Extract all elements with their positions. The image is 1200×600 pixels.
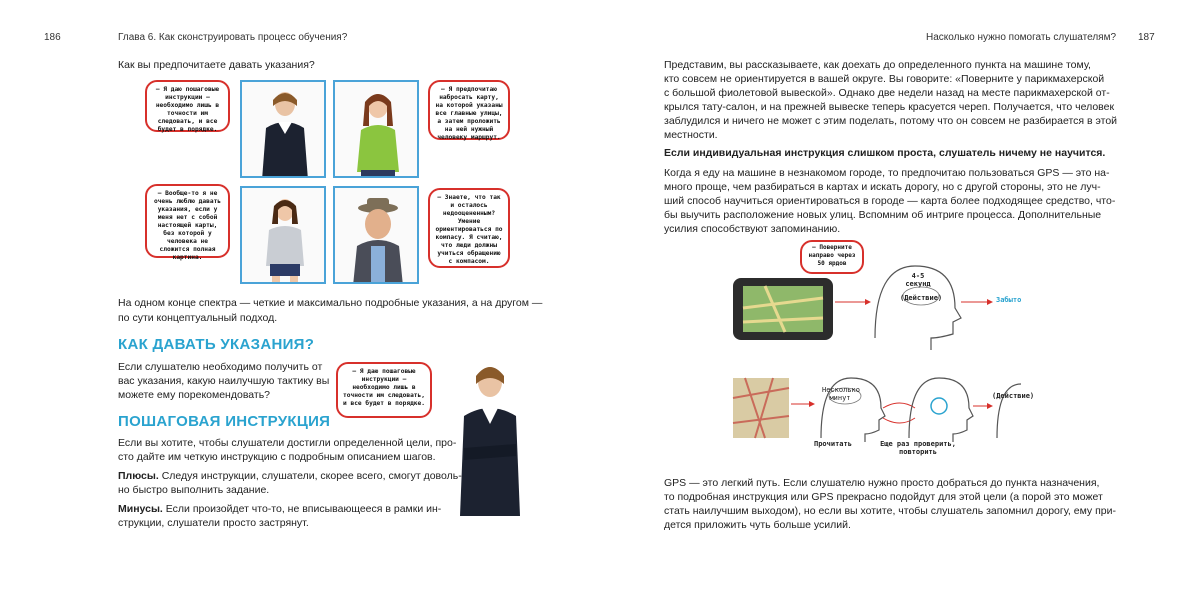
section-text-3: можете ему порекомендовать? xyxy=(118,389,271,401)
page-number-left: 186 xyxy=(44,32,61,43)
pros-text: Следуя инструкции, слушатели, скорее всего, смогут доволь- xyxy=(158,470,462,482)
head-outline-icon xyxy=(909,378,973,442)
bubble-step-by-step: — Я даю пошаговые инструкции — необходимо лишь в точности им следовать, и все будет в порядке. xyxy=(145,80,230,132)
person-illustration xyxy=(242,82,326,178)
right-page xyxy=(600,0,1200,600)
para3-line-1: GPS — это легкий путь. Если слушателю нужно просто добраться до пункта назначения, xyxy=(664,477,1100,489)
label-forgot: Забыто xyxy=(996,296,1022,304)
photo-man-compass xyxy=(333,186,419,284)
para1-line-6: местности. xyxy=(664,129,718,141)
pros-label: Плюсы. xyxy=(118,470,159,482)
label-action-2: (Действие) xyxy=(992,392,1035,400)
pros-line-2: но быстро выполнить задание. xyxy=(118,484,270,496)
cons-text: Если произойдет что-то, не вписывающееся в рамки ин- xyxy=(162,503,442,515)
section-text-1: Если слушателю необходимо получить от xyxy=(118,361,323,373)
bubble-compass: — Знаете, что так и осталось недооцененным? Умение ориентироваться по компасу. Я считаю, что люди должны учиться обращению с компасом. xyxy=(428,188,510,268)
para2-line-5: усилия способствуют запоминанию. xyxy=(664,223,841,235)
bubble-real-map: — Вообще-то я не очень люблю давать указания, если у меня нет с собой настоящей карты, без которой у человека не сложится полная картина. xyxy=(145,184,230,258)
bubble-gps-instruction: — Поверните направо через 50 ярдов xyxy=(800,240,864,274)
para3-line-4: дется приложить чуть больше усилий. xyxy=(664,519,851,531)
pros-line-1 xyxy=(118,469,462,484)
para1-line-4: крылся тату-салон, и на прежней вывеске теперь красуется череп. Получается, что человек xyxy=(664,101,1115,113)
subsection-title: ПОШАГОВАЯ ИНСТРУКЦИЯ xyxy=(118,413,331,430)
label-few-minutes: Несколько минут xyxy=(822,386,860,402)
para2-line-4: бы выучить расположение новых улиц. Вспомним об интриге процесса. Дополнительные xyxy=(664,209,1102,221)
para2-line-2: много проще, чем разбираться в картах и искать дорогу, но с другой стороны, это не луч- xyxy=(664,181,1101,193)
bold-statement: Если индивидуальная инструкция слишком проста, слушатель ничему не научится. xyxy=(664,147,1106,159)
label-read: Прочитать xyxy=(814,440,852,448)
para2-line-3: ший способ научиться ориентироваться в городе — карта более подходящее средство, что- xyxy=(664,195,1116,207)
person-illustration xyxy=(335,82,419,178)
person-illustration xyxy=(242,188,326,284)
cons-line-2: струкции, слушатели просто застрянут. xyxy=(118,517,309,529)
label-time-seconds: 4-5 секунд xyxy=(905,272,931,288)
spectrum-line-1: На одном конце спектра — четкие и максимально подробные указания, а на другом — xyxy=(118,297,543,309)
section-text-2: вас указания, какую наилучшую тактику вы xyxy=(118,375,330,387)
photo-woman-instructions xyxy=(240,80,326,178)
running-head-right: Насколько нужно помогать слушателям? xyxy=(926,32,1117,43)
subsection-text-1: Если вы хотите, чтобы слушатели достигли определенной цели, про- xyxy=(118,437,457,449)
running-head-left: Глава 6. Как сконструировать процесс обучения? xyxy=(118,32,348,43)
bubble-section-instructions: — Я даю пошаговые инструкции — необходимо лишь в точности им следовать, и все будет в порядке. xyxy=(336,362,432,418)
para1-line-1: Представим, вы рассказываете, как доехать до определенного пункта на машине тому, xyxy=(664,59,1091,71)
label-recheck-repeat: Еще раз проверить, повторить xyxy=(880,440,956,456)
person-illustration xyxy=(335,188,419,284)
para1-line-2: кто совсем не ориентируется в вашей округе. Вы говорите: «Поверните у парикмахерской xyxy=(664,73,1105,85)
subsection-text-2: сто дайте им четкую инструкцию с подробным описанием шагов. xyxy=(118,451,436,463)
page-number-right: 187 xyxy=(1138,32,1155,43)
photo-woman-map xyxy=(333,80,419,178)
section-title: КАК ДАВАТЬ УКАЗАНИЯ? xyxy=(118,336,315,353)
cons-label: Минусы. xyxy=(118,503,163,515)
para1-line-3: с большой фиолетовой вывеской». Однако две недели назад на месте парикмахерской от- xyxy=(664,87,1110,99)
para3-line-3: стать наилучшим выходом), но если вы хотите, чтобы слушатель запомнил дорогу, ему при- xyxy=(664,505,1116,517)
para1-line-5: заблудился и ничего не может с этим поделать, потому что он совсем не разбирается в этой xyxy=(664,115,1118,127)
intro-question: Как вы предпочитаете давать указания? xyxy=(118,59,315,71)
cons-line-1 xyxy=(118,502,441,517)
bubble-draw-map: — Я предпочитаю набросать карту, на которой указаны все главные улицы, а затем проложить на ней нужный человеку маршрут. xyxy=(428,80,510,140)
label-action-1: (Действие) xyxy=(900,294,943,302)
memory-diagram xyxy=(725,238,1025,458)
spectrum-line-2: по сути концептуальный подход. xyxy=(118,312,278,324)
para3-line-2: то подробная инструкция или GPS прекрасно подойдут для этой цели (а порой это может xyxy=(664,491,1103,503)
photo-woman-real-map xyxy=(240,186,326,284)
para2-line-1: Когда я еду на машине в незнакомом городе, то предпочитаю пользоваться GPS — это на- xyxy=(664,167,1110,179)
